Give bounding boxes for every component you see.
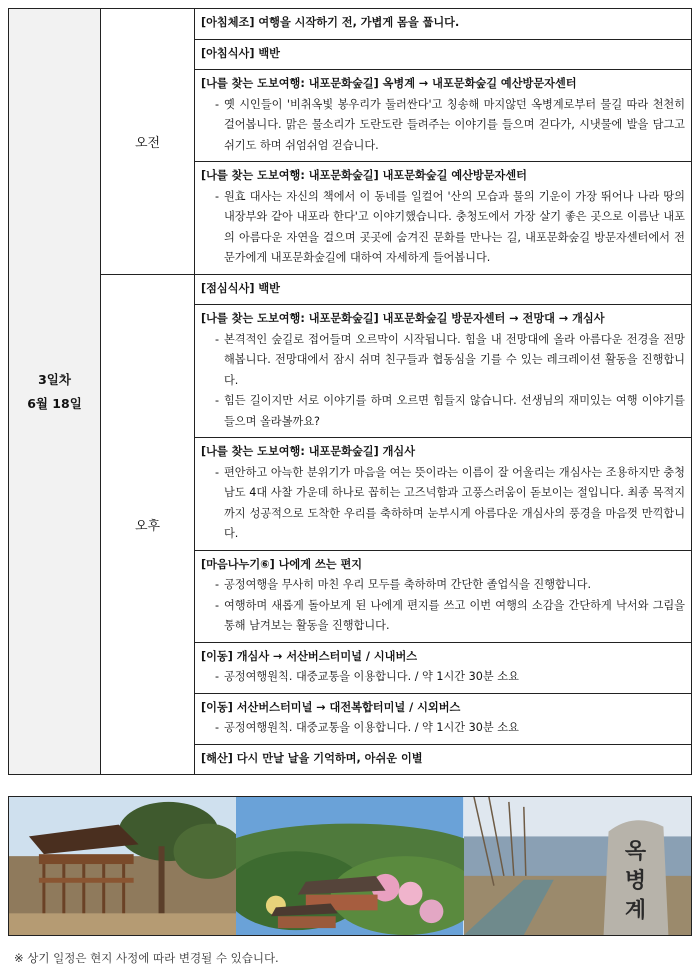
activity-title: [나를 찾는 도보여행: 내포문화숲길] 내포문화숲길 예산방문자센터 [201,169,527,182]
activity-cell [195,70,692,162]
activity-title: [마음나누기⑥] 나에게 쓰는 편지 [201,557,363,571]
activity-bullet: - 옛 시인들이 '비취옥빛 봉우리가 둘러싼다'고 칭송해 마지않던 옥병계로부터 물길 따라 천천히 걸어봅니다. 맑은 물소리가 도란도란 들려주는 이야기를 들으며 걷다가, 시냇물에 발을 담그고 쉬기도 하며 쉬엄쉬엄 걷습니다. [214,97,685,152]
svg-text:병: 병 [624,868,646,894]
period-morning: 오전 [101,9,195,275]
activity-cell [195,274,692,305]
activity-cell [195,693,692,744]
activity-cell [195,550,692,642]
activity-bullet: - 공정여행원칙. 대중교통을 이용합니다. / 약 1시간 30분 소요 [214,670,519,683]
activity-cell [195,9,692,40]
footnote: ※ 상기 일정은 현지 사정에 따라 변경될 수 있습니다. [14,951,279,965]
day-cell [9,9,101,775]
table-row [9,274,692,305]
activity-bullet: - 본격적인 숲길로 접어들며 오르막이 시작됩니다. 힘을 내 전망대에 올라 아름다운 전경을 전망해봅니다. 전망대에서 잠시 쉬며 친구들과 협동심을 기를 수 있는 레크레이션 활동을 진행합니다. [214,332,685,387]
activity-bullet: - 힘든 길이지만 서로 이야기를 하며 오르면 힘들지 않습니다. 선생님의 재미있는 여행 이야기를 들으며 올라볼까요? [214,394,685,428]
activity-bullet: - 편안하고 아늑한 분위기가 마음을 여는 뜻이라는 이름이 잘 어울리는 개심사는 조용하지만 충청남도 4대 사찰 가운데 하나로 꼽히는 고즈넉함과 고풍스러움이 돋보이는 절입니다. 최종 목적지까지 성공적으로 도착한 우리를 축하하며 눈부시게 아름다운 개심사의 풍경을 마음껏 만끽합니다. [214,465,685,540]
activity-title: [아침식사] 백반 [201,46,280,60]
activity-cell [195,305,692,438]
activity-title: [이동] 서산버스터미널 → 대전복합터미널 / 시외버스 [201,700,461,714]
temple-spring-photo [236,797,463,935]
activity-bullet: - 여행하며 새롭게 돌아보게 된 나에게 편지를 쓰고 이번 여행의 소감을 간단하게 낙서와 그림을 통해 남겨보는 활동을 진행합니다. [214,598,685,632]
activity-cell [195,744,692,775]
period-afternoon: 오후 [101,274,195,775]
activity-title: [점심식사] 백반 [201,281,280,295]
svg-text:계: 계 [624,898,646,924]
day-date: 6월 18일 [27,395,82,411]
activity-title: [나를 찾는 도보여행: 내포문화숲길] 옥병계 → 내포문화숲길 예산방문자센터 [201,77,577,90]
activity-title: [나를 찾는 도보여행: 내포문화숲길] 내포문화숲길 방문자센터 → 전망대 → 개심사 [201,312,605,325]
activity-cell [195,39,692,70]
day-label: 3일차 [38,371,71,387]
activity-title: [아침체조] 여행을 시작하기 전, 가볍게 몸을 풉니다. [201,16,460,29]
wooden-pavilion-photo [9,797,236,935]
activity-cell [195,642,692,693]
activity-bullet: - 공정여행원칙. 대중교통을 이용합니다. / 약 1시간 30분 소요 [214,721,519,734]
photo-strip [8,796,692,936]
activity-cell [195,438,692,551]
okbyeonggye-stone-photo [464,797,691,935]
activity-title: [이동] 개심사 → 서산버스터미널 / 시내버스 [201,649,418,663]
activity-cell [195,162,692,275]
table-row [9,9,692,40]
schedule-table [8,8,692,775]
activity-title: [나를 찾는 도보여행: 내포문화숲길] 개심사 [201,445,416,458]
activity-bullet: - 공정여행을 무사히 마친 우리 모두를 축하하며 간단한 졸업식을 진행합니다. [214,578,592,591]
activity-bullet: - 원효 대사는 자신의 책에서 이 동네를 일컬어 '산의 모습과 물의 기운이 가장 뛰어나 나라 땅의 내장부와 같아 내포라 한다'고 이야기했습니다. 충청도에서 가장 살기 좋은 곳으로 이름난 내포의 아름다운 자연을 걸으며 곳곳에 숨겨진 문화를 만나는 길, 내포문화숲길 방문자센터에서 전문가에게 내포문화숲길에 대하여 자세하게 들어봅니다. [214,189,685,264]
activity-title: [해산] 다시 만날 날을 기억하며, 아쉬운 이별 [201,751,423,765]
svg-text:옥: 옥 [624,839,646,865]
